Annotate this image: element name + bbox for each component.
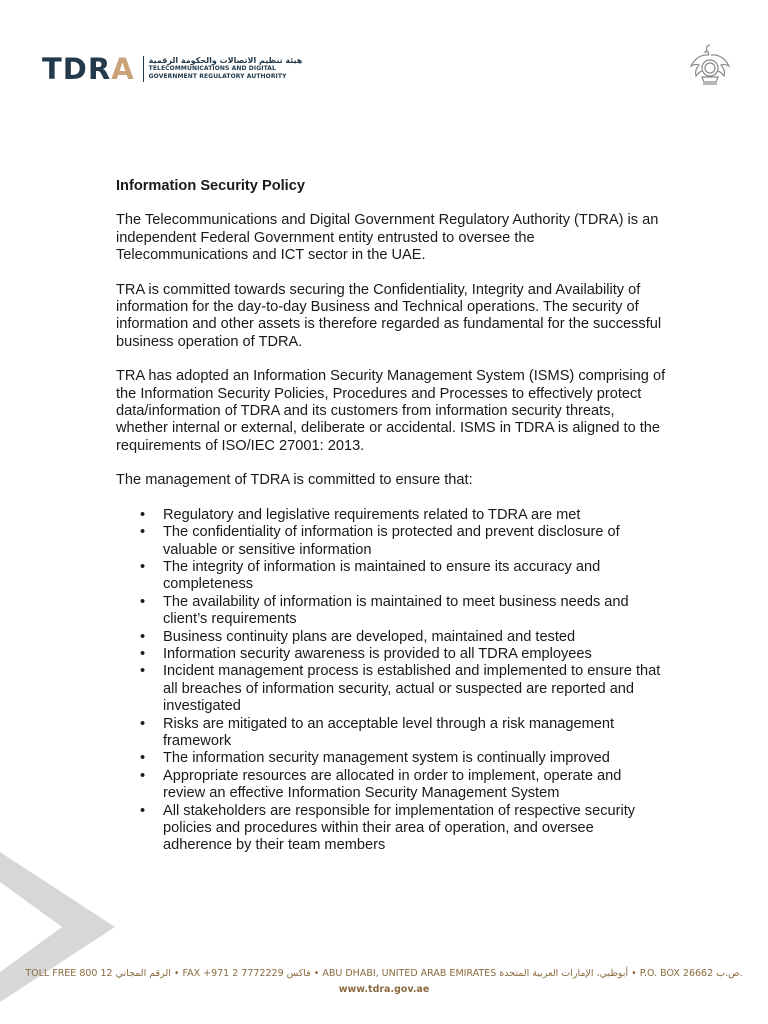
bullet-marker: • [140, 645, 146, 662]
tdra-logo [42, 54, 302, 84]
list-item-text: The availability of information is maintained to meet business needs and client’s requirements [163, 593, 629, 628]
list-item-text: The integrity of information is maintained to ensure its accuracy and completeness [163, 558, 601, 593]
logo-arabic-name: هيئة تنظيم الاتصالات والحكومة الرقمية [148, 56, 303, 65]
bullet-marker: • [140, 506, 146, 523]
document-title: Information Security Policy [116, 178, 305, 194]
bullet-marker: • [140, 767, 146, 784]
list-item-text: All stakeholders are responsible for implementation of respective security policies and procedures within their area of operation, and oversee adherence by their team members [163, 802, 636, 854]
paragraph-management: The management of TDRA is committed to ensure that: [116, 472, 473, 489]
logo-authority-name [149, 57, 303, 81]
letterhead [42, 52, 732, 86]
list-item-text: Business continuity plans are developed, maintained and tested [163, 628, 576, 645]
list-item [116, 768, 666, 803]
logo-english-line-1: TELECOMMUNICATIONS AND DIGITAL [148, 65, 276, 72]
list-item-text: Information security awareness is provided to all TDRA employees [163, 645, 592, 662]
list-item [116, 507, 666, 524]
logo-wordmark-main: TDR [42, 52, 112, 86]
logo-wordmark-accent: A [111, 52, 135, 86]
list-item-text: Risks are mitigated to an acceptable level through a risk management framework [163, 715, 615, 749]
list-item [116, 716, 666, 751]
list-item-text: The confidentiality of information is protected and prevent disclosure of valuable or sensitive information [163, 524, 620, 558]
logo-wordmark [42, 54, 135, 84]
paragraph-intro: The Telecommunications and Digital Government Regulatory Authority (TDRA) is an independent Federal Government entity entrusted to oversee the Telecommunications and ICT sector in the UAE. [116, 212, 659, 264]
bullet-marker: • [140, 802, 146, 819]
logo-divider [143, 56, 144, 82]
list-item [116, 750, 666, 767]
list-item [116, 663, 666, 715]
decorative-chevron-shape [0, 852, 115, 1002]
list-item-text: Incident management process is established and implemented to ensure that all breaches of information security, actual or suspected are reported and investigated [163, 663, 661, 715]
paragraph-isms: TRA has adopted an Information Security Management System (ISMS) comprising of the Information Security Policies, Procedures and Processes to effectively protect data/information of TDRA and its customers from information security threats, whether internal or external, deliberate or accidental. ISMS in TDRA is aligned to the requirements of ISO/IEC 27001: 2013. [116, 368, 666, 454]
uae-emblem-icon [688, 42, 732, 88]
list-item-text: Regulatory and legislative requirements related to TDRA are met [163, 506, 581, 523]
list-item [116, 629, 666, 646]
footer-contact-line: TOLL FREE 800 12 الرقم المجاني • FAX +971 2 7772229 فاكس • ABU DHABI, UNITED ARAB EMIRATES أبوظبي، الإمارات العربية المتحدة • P.O. BOX 26662 ص.ب. [25, 968, 743, 979]
logo-english-line-2: GOVERNMENT REGULATORY AUTHORITY [148, 73, 287, 80]
paragraph-commitment: TRA is committed towards securing the Confidentiality, Integrity and Availability of information for the day-to-day Business and Technical operations. The security of information and other assets is therefore regarded as fundamental for the successful business operation of TDRA. [116, 281, 662, 350]
bullet-marker: • [140, 593, 146, 610]
policy-document [116, 178, 666, 855]
bullet-marker: • [140, 750, 146, 767]
bullet-marker: • [140, 715, 146, 732]
list-item [116, 646, 666, 663]
list-item-text: The information security management system is continually improved [163, 750, 610, 767]
list-item [116, 594, 666, 629]
list-item [116, 803, 666, 855]
list-item [116, 524, 666, 559]
footer-website-link[interactable]: www.tdra.gov.ae [338, 984, 430, 995]
bullet-marker: • [140, 663, 146, 680]
list-item-text: Appropriate resources are allocated in order to implement, operate and review an effective Information Security Management System [163, 767, 622, 802]
list-item [116, 559, 666, 594]
bullet-marker: • [140, 628, 146, 645]
bullet-marker: • [140, 558, 146, 575]
bullet-marker: • [140, 524, 146, 541]
commitments-list [116, 507, 666, 855]
